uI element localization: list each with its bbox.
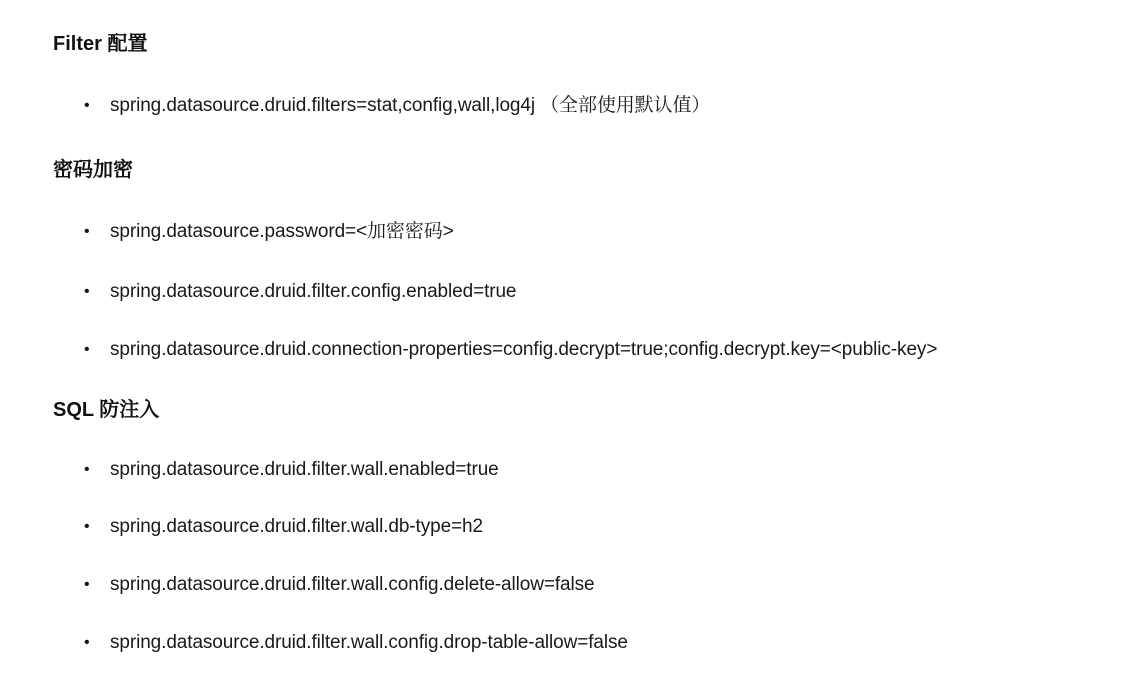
- section-heading-sql-injection-protection: SQL 防注入: [53, 399, 160, 421]
- bullet-icon: •: [84, 341, 90, 358]
- bullet-icon: •: [84, 576, 90, 593]
- list-item: [84, 220, 454, 244]
- bullet-icon: •: [84, 461, 90, 478]
- list-item: [84, 573, 594, 597]
- list-item-text: spring.datasource.druid.filters=stat,config,wall,log4j （全部使用默认值）: [110, 95, 711, 116]
- bullet-icon: •: [84, 97, 90, 114]
- list-item-text: spring.datasource.druid.filter.wall.config.delete-allow=false: [110, 574, 595, 595]
- bullet-icon: •: [84, 223, 90, 240]
- bullet-icon: •: [84, 283, 90, 300]
- list-item: [84, 631, 628, 655]
- section-heading-password-encryption: 密码加密: [53, 159, 133, 181]
- section-heading-filter-config: Filter 配置: [53, 33, 148, 55]
- bullet-icon: •: [84, 634, 90, 651]
- bullet-icon: •: [84, 518, 90, 535]
- list-item: [84, 458, 499, 482]
- list-item-text: spring.datasource.password=<加密密码>: [110, 221, 454, 242]
- list-item-text: spring.datasource.druid.filter.wall.config.drop-table-allow=false: [110, 632, 628, 653]
- list-item-text: spring.datasource.druid.connection-properties=config.decrypt=true;config.decrypt.key=<public-key>: [110, 339, 938, 360]
- list-item: [84, 338, 937, 362]
- list-item: [84, 280, 516, 304]
- list-item: [84, 515, 483, 539]
- list-item-text: spring.datasource.druid.filter.config.enabled=true: [110, 281, 517, 302]
- list-item-text: spring.datasource.druid.filter.wall.enabled=true: [110, 459, 499, 480]
- list-item-text: spring.datasource.druid.filter.wall.db-type=h2: [110, 516, 483, 537]
- list-item: [84, 94, 710, 118]
